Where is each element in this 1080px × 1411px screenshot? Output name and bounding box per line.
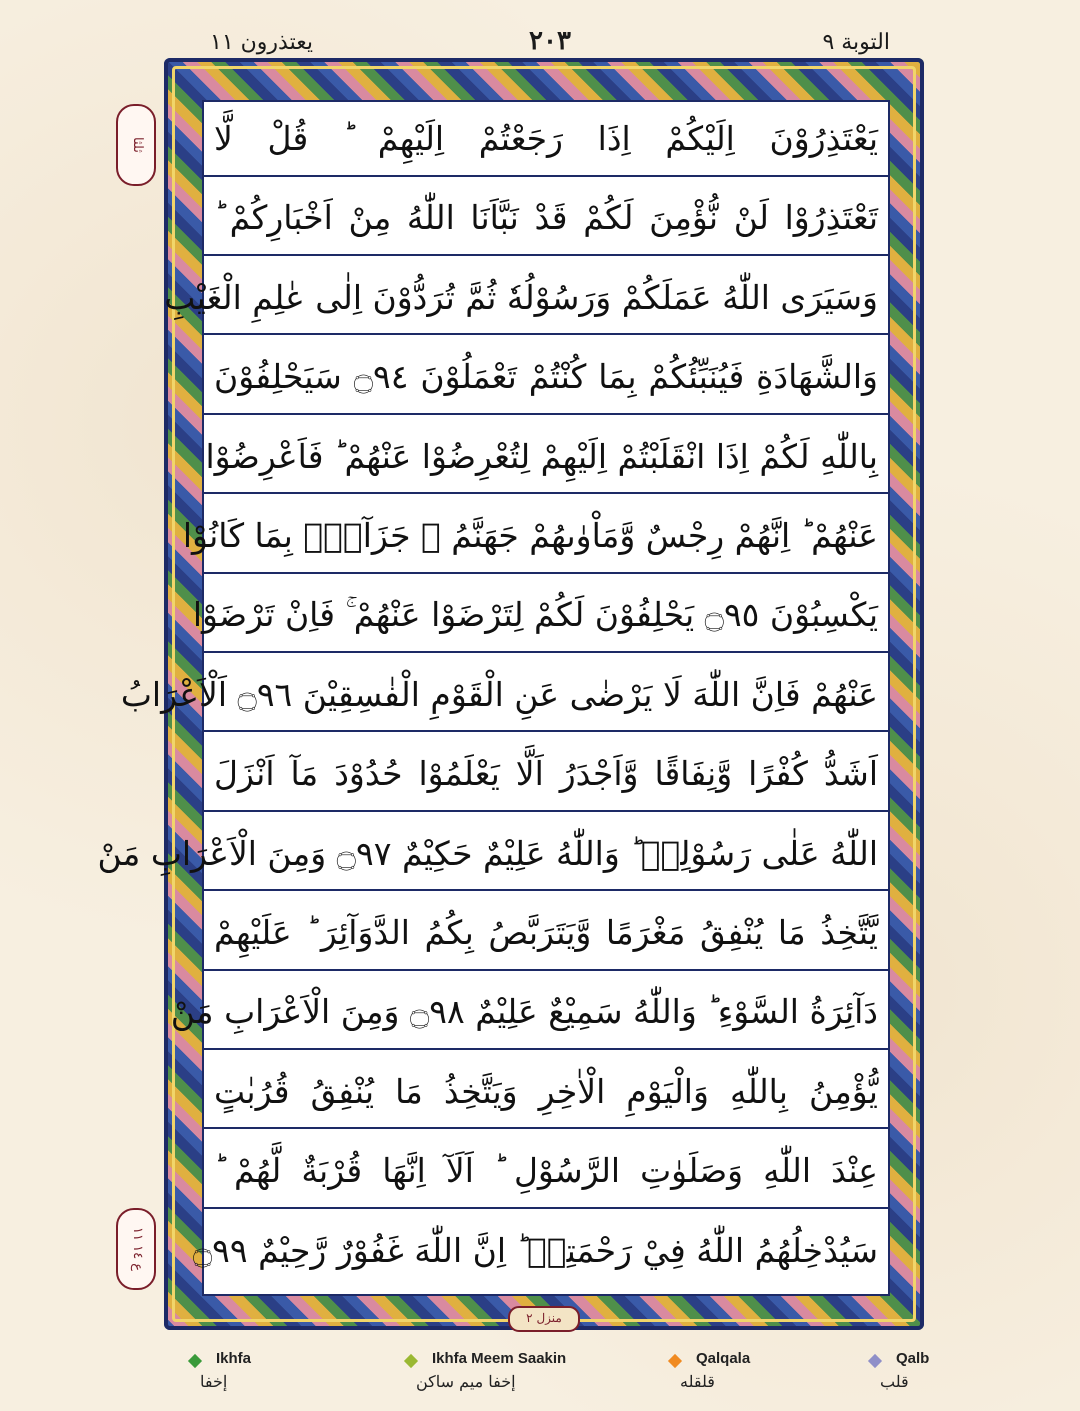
text-line: يَكْسِبُوْنَ ۝٩٥ يَحْلِفُوْنَ لَكُمْ لِتَرْضَوْا عَنْهُمْ ۚ فَاِنْ تَرْضَوْا: [204, 578, 888, 653]
legend-label: Qalqala: [696, 1350, 751, 1367]
legend-label: Ikhfa: [216, 1350, 252, 1367]
text-line: دَآئِرَةُ السَّوْءِ ؕ وَاللّٰهُ سَمِيْعٌ عَلِيْمٌ ۝٩٨ وَمِنَ الْاَعْرَابِ مَنْ: [204, 975, 888, 1050]
text-line: بِاللّٰهِ لَكُمْ اِذَا انْقَلَبْتُمْ اِلَيْهِمْ لِتُعْرِضُوْا عَنْهُمْ ؕ فَاَعْرِضُوْا: [204, 420, 888, 495]
diamond-icon: [868, 1354, 882, 1368]
text-line: يُّؤْمِنُ بِاللّٰهِ وَالْيَوْمِ الْاٰخِرِ وَيَتَّخِذُ مَا يُنْفِقُ قُرُبٰتٍ: [204, 1055, 888, 1130]
diamond-icon: [668, 1354, 682, 1368]
text-line: تَعْتَذِرُوْا لَنْ نُّؤْمِنَ لَكُمْ قَدْ نَبَّاَنَا اللّٰهُ مِنْ اَخْبَارِكُمْ ؕ: [204, 181, 888, 256]
page-header: [210, 26, 890, 60]
text-line: اَشَدُّ كُفْرًا وَّنِفَاقًا وَّاَجْدَرُ اَلَّا يَعْلَمُوْا حُدُوْدَ مَآ اَنْزَلَ: [204, 737, 888, 812]
text-line: سَيُدْخِلُهُمُ اللّٰهُ فِيْ رَحْمَتِهٖ ؕ اِنَّ اللّٰهَ غَفُوْرٌ رَّحِيْمٌ ۝٩٩: [192, 1230, 878, 1270]
text-line: عِنْدَ اللّٰهِ وَصَلَوٰتِ الرَّسُوْلِ ؕ اَلَآ اِنَّهَا قُرْبَةٌ لَّهُمْ ؕ: [204, 1134, 888, 1209]
text-line: وَسَيَرَى اللّٰهُ عَمَلَكُمْ وَرَسُوْلُهٗ ثُمَّ تُرَدُّوْنَ اِلٰى عٰلِمِ الْغَيْبِ: [204, 261, 888, 336]
juz-label: يعتذرون ١١: [210, 30, 313, 55]
legend-item-qalb: [870, 1350, 940, 1400]
legend-label-arabic: إخفا: [200, 1372, 228, 1391]
legend-item-ikhfa-meem-saakin: [406, 1350, 606, 1400]
text-line: اللّٰهُ عَلٰى رَسُوْلِهٖ ؕ وَاللّٰهُ عَلِيْمٌ حَكِيْمٌ ۝٩٧ وَمِنَ الْاَعْرَابِ مَنْ: [204, 817, 888, 892]
legend-label-arabic: قلقله: [680, 1372, 715, 1391]
legend-item-qalqala: [670, 1350, 870, 1400]
legend-label-arabic: قلب: [880, 1372, 909, 1391]
diamond-icon: [404, 1354, 418, 1368]
manzil-marker: منزل ٢: [508, 1306, 580, 1332]
text-line: يَّتَّخِذُ مَا يُنْفِقُ مَغْرَمًا وَّيَتَرَبَّصُ بِكُمُ الدَّوَآئِرَ ؕ عَلَيْهِمْ: [204, 896, 888, 971]
legend-item-ikhfa: [190, 1350, 390, 1400]
text-line: عَنْهُمْ ؕ اِنَّهُمْ رِجْسٌ وَّمَاْوٰىهُمْ جَهَنَّمُ ۚ جَزَآءًۢ بِمَا كَانُوْا: [204, 499, 888, 574]
margin-marker-bottom: ع ١٤ ١١: [116, 1208, 156, 1290]
legend-label-arabic: إخفا ميم ساكن: [416, 1372, 516, 1391]
diamond-icon: [188, 1354, 202, 1368]
surah-label: التوبة ٩: [822, 30, 890, 55]
page-number: ٢٠٣: [529, 26, 571, 56]
text-line: يَعْتَذِرُوْنَ اِلَيْكُمْ اِذَا رَجَعْتُمْ اِلَيْهِمْ ؕ قُلْ لَّا: [204, 102, 888, 177]
tajweed-legend: [190, 1350, 940, 1400]
legend-label: Ikhfa Meem Saakin: [432, 1350, 567, 1367]
text-line: وَالشَّهَادَةِ فَيُنَبِّئُكُمْ بِمَا كُنْتُمْ تَعْمَلُوْنَ ۝٩٤ سَيَحْلِفُوْنَ: [204, 340, 888, 415]
text-line: عَنْهُمْ فَاِنَّ اللّٰهَ لَا يَرْضٰى عَنِ الْقَوْمِ الْفٰسِقِيْنَ ۝٩٦ اَلْاَعْرَابُ: [204, 658, 888, 733]
margin-marker-top: ثلثا: [116, 104, 156, 186]
legend-label: Qalb: [896, 1350, 930, 1367]
